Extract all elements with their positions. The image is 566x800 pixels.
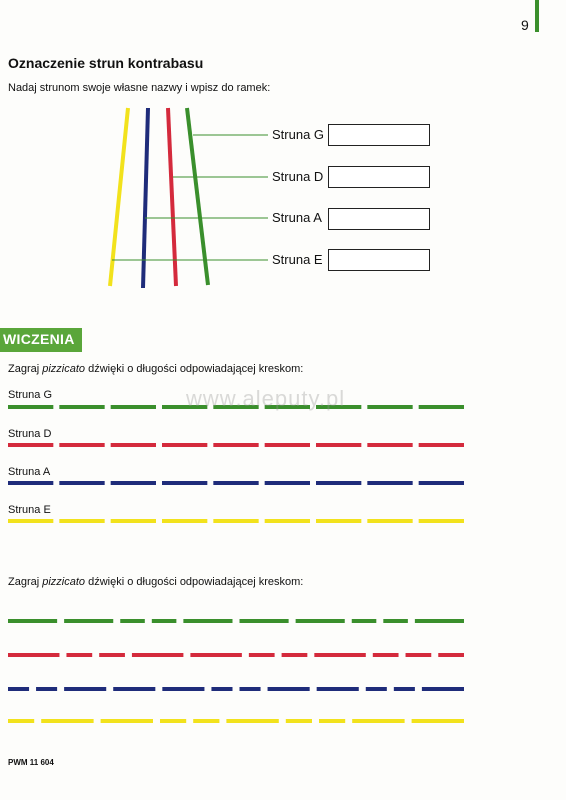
string-label-e: Struna E xyxy=(272,252,323,267)
row-label-a: Struna A xyxy=(8,466,51,478)
string-line-e xyxy=(110,108,128,286)
answer-box-g[interactable] xyxy=(328,124,430,146)
footer-code: PWM 11 604 xyxy=(8,758,54,767)
exercise2-instruction xyxy=(8,576,303,588)
answer-box-d[interactable] xyxy=(328,166,430,188)
string-label-d: Struna D xyxy=(272,169,324,184)
exercise2-instruction-suffix: dźwięki o długości odpowiadającej kreskom: xyxy=(85,576,304,588)
section-title: Oznaczenie strun kontrabasu xyxy=(8,55,204,71)
row-label-g: Struna G xyxy=(8,389,53,401)
exercise2-instruction-prefix: Zagraj xyxy=(8,576,43,588)
exercise1-instruction xyxy=(8,363,303,375)
exercise-banner-label: WICZENIA xyxy=(3,331,75,347)
exercise1-instruction-prefix: Zagraj xyxy=(8,363,43,375)
page-number: 9 xyxy=(521,17,529,33)
string-line-a xyxy=(143,108,148,288)
row-label-e: Struna E xyxy=(8,504,51,516)
exercise1-instruction-italic: pizzicato xyxy=(42,363,86,375)
answer-box-e[interactable] xyxy=(328,249,430,271)
row-label-d: Struna D xyxy=(8,428,52,440)
string-label-g: Struna G xyxy=(272,127,325,142)
string-label-a: Struna A xyxy=(272,210,322,225)
watermark-text: www.aleputy.pl xyxy=(186,386,346,411)
naming-instruction: Nadaj strunom swoje własne nazwy i wpisz do ramek: xyxy=(8,82,271,94)
string-line-d xyxy=(168,108,176,286)
answer-box-a[interactable] xyxy=(328,208,430,230)
exercise1-instruction-suffix: dźwięki o długości odpowiadającej kreskom: xyxy=(85,363,304,375)
exercise2-instruction-italic: pizzicato xyxy=(42,576,86,588)
